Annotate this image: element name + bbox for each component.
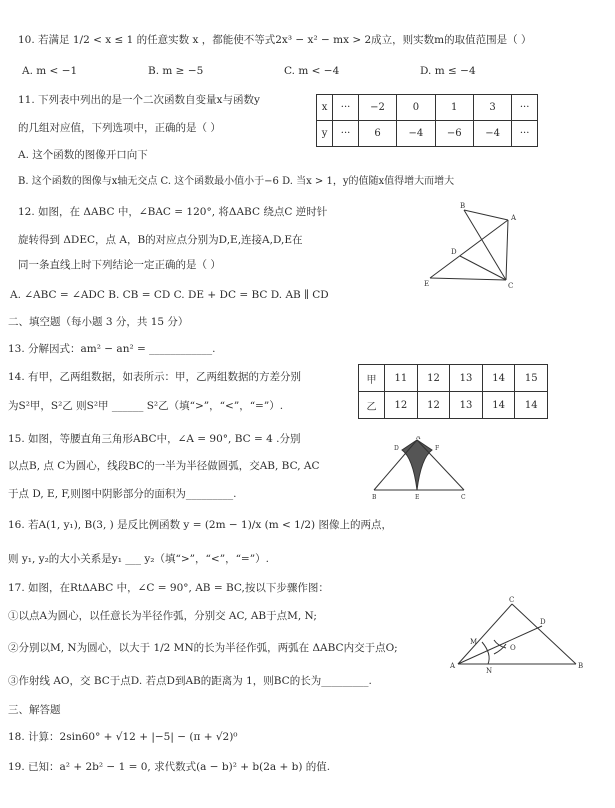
q14-cell: 甲 [359,365,385,392]
q17-label-o: O [510,644,516,652]
q14-cell: 12 [385,392,418,419]
q12-rotation-figure [420,198,550,290]
q16-line2: 则 y₁, y₂的大小关系是y₁ ___ y₂（填“>”，“<”，“=”）. [8,553,269,565]
q17-label-c: C [509,596,515,604]
q15-label-c: C [461,494,466,501]
q17-label-a: A [450,662,456,670]
q14-cell: 14 [515,392,548,419]
q12-options: A. ∠ABC = ∠ADC B. CB = CD C. DE + DC = BC D. AB ∥ CD [10,289,329,301]
q11-value-table [316,94,538,147]
q12-line1: 12. 如图，在 ΔABC 中，∠BAC = 120°, 将ΔABC 绕点C 逆时针 [18,206,328,218]
q11-cell: −6 [435,121,473,147]
q15-label-d: D [394,445,399,452]
q18-text: 18. 计算：2sin60° + √12 + |−5| − (π + √2)⁰ [8,731,238,743]
q14-cell: 乙 [359,392,385,419]
q11-cell: y [317,121,333,147]
q14-cell: 14 [482,392,515,419]
q11-cell: x [317,95,333,121]
section-3-heading: 三、解答题 [8,704,61,716]
q11-line2: 的几组对应值，下列选项中，正确的是（ ） [18,122,221,134]
q12-line2: 旋转得到 ΔDEC，点 A，B的对应点分别为D,E,连接A,D,E在 [18,234,303,246]
q12-label-a: A [511,214,517,222]
q11-cell: 6 [358,121,396,147]
section-2-heading: 二、填空题（每小题 3 分，共 15 分） [8,316,189,328]
q10-option-d: D. m ≤ −4 [420,65,476,77]
q14-cell: 13 [450,392,483,419]
q11-cell: ··· [333,121,359,147]
q17-construction-figure [448,596,588,676]
q14-cell: 15 [515,365,548,392]
q10-stem: 10. 若满足 1/2 < x ≤ 1 的任意实数 x ，都能使不等式2x³ − x² − mx > 2成立，则实数m的取值范围是（ ） [18,34,532,46]
q12-line3: 同一条直线上时下列结论一定正确的是（ ） [18,259,221,271]
q17-label-d: D [540,618,546,626]
q14-cell: 12 [417,392,450,419]
q11-cell: ··· [512,121,538,147]
q17-line1: 17. 如图，在RtΔABC 中，∠C = 90°, AB = BC,按以下步骤作图： [8,582,329,594]
q10-option-b: B. m ≥ −5 [148,65,204,77]
q19-text: 19. 已知：a² + 2b² − 1 = 0, 求代数式(a − b)² + b(2a + b) 的值. [8,761,331,773]
q15-label-a: A [416,436,421,441]
q13-text: 13. 分解因式：am² − an² = ____________. [8,343,216,355]
q15-label-e: E [415,494,420,501]
q15-triangle-figure [372,436,472,502]
q12-label-c: C [508,282,514,290]
q11-cell: 1 [435,95,473,121]
q17-line2: ①以点A为圆心，以任意长为半径作弧，分别交 AC, AB于点M, N; [8,610,317,622]
q14-cell: 14 [482,365,515,392]
q11-cell: −4 [473,121,511,147]
q15-label-f: F [435,445,440,452]
q17-label-b: B [578,662,584,670]
q17-label-n: N [486,667,493,675]
q14-cell: 12 [417,365,450,392]
q11-cell: ··· [333,95,359,121]
q14-line1: 14. 有甲，乙两组数据，如表所示：甲，乙两组数据的方差分别 [8,371,302,383]
q15-line1: 15. 如图，等腰直角三角形ABC中，∠A = 90°, BC = 4 .分别 [8,433,301,445]
q11-cell: ··· [512,95,538,121]
q10-option-c: C. m < −4 [284,65,340,77]
q17-label-m: M [470,638,478,646]
q15-label-b: B [372,494,377,501]
q11-options-bcd: B. 这个函数的图像与x轴无交点 C. 这个函数最小值小于−6 D. 当x > 1，y的值随x值得增大而增大 [18,176,455,187]
q14-data-table [358,364,548,419]
q11-line1: 11. 下列表中列出的是一个二次函数自变量x与函数y [18,94,260,106]
q17-line4: ③作射线 AO，交 BC于点D. 若点D到AB的距离为 1，则BC的长为_________. [8,675,372,687]
q14-line2: 为S²甲，S²乙 则S²甲 ______ S²乙（填“>”，“<”，“=”）. [8,400,284,412]
q12-label-b: B [460,202,466,210]
q15-line2: 以点B, 点 C为圆心，线段BC的一半为半径做圆弧，交AB, BC, AC [8,460,320,472]
q11-cell: −2 [358,95,396,121]
q15-line3: 于点 D, E, F,则图中阴影部分的面积为_________. [8,488,237,500]
q11-option-a: A. 这个函数的图像开口向下 [18,149,148,161]
q14-cell: 13 [450,365,483,392]
q10-option-a: A. m < −1 [22,65,78,77]
q12-label-e: E [424,280,430,288]
q17-line3: ②分别以M, N为圆心，以大于 1/2 MN的长为半径作弧，两弧在 ΔABC内交于点O; [8,642,398,654]
q16-line1: 16. 若A(1, y₁), B(3, ) 是反比例函数 y = (2m − 1)/x (m < 1/2) 图像上的两点， [8,519,392,531]
q11-cell: −4 [397,121,435,147]
q11-cell: 0 [397,95,435,121]
q11-cell: 3 [473,95,511,121]
q14-cell: 11 [385,365,418,392]
q12-label-d: D [451,248,457,256]
